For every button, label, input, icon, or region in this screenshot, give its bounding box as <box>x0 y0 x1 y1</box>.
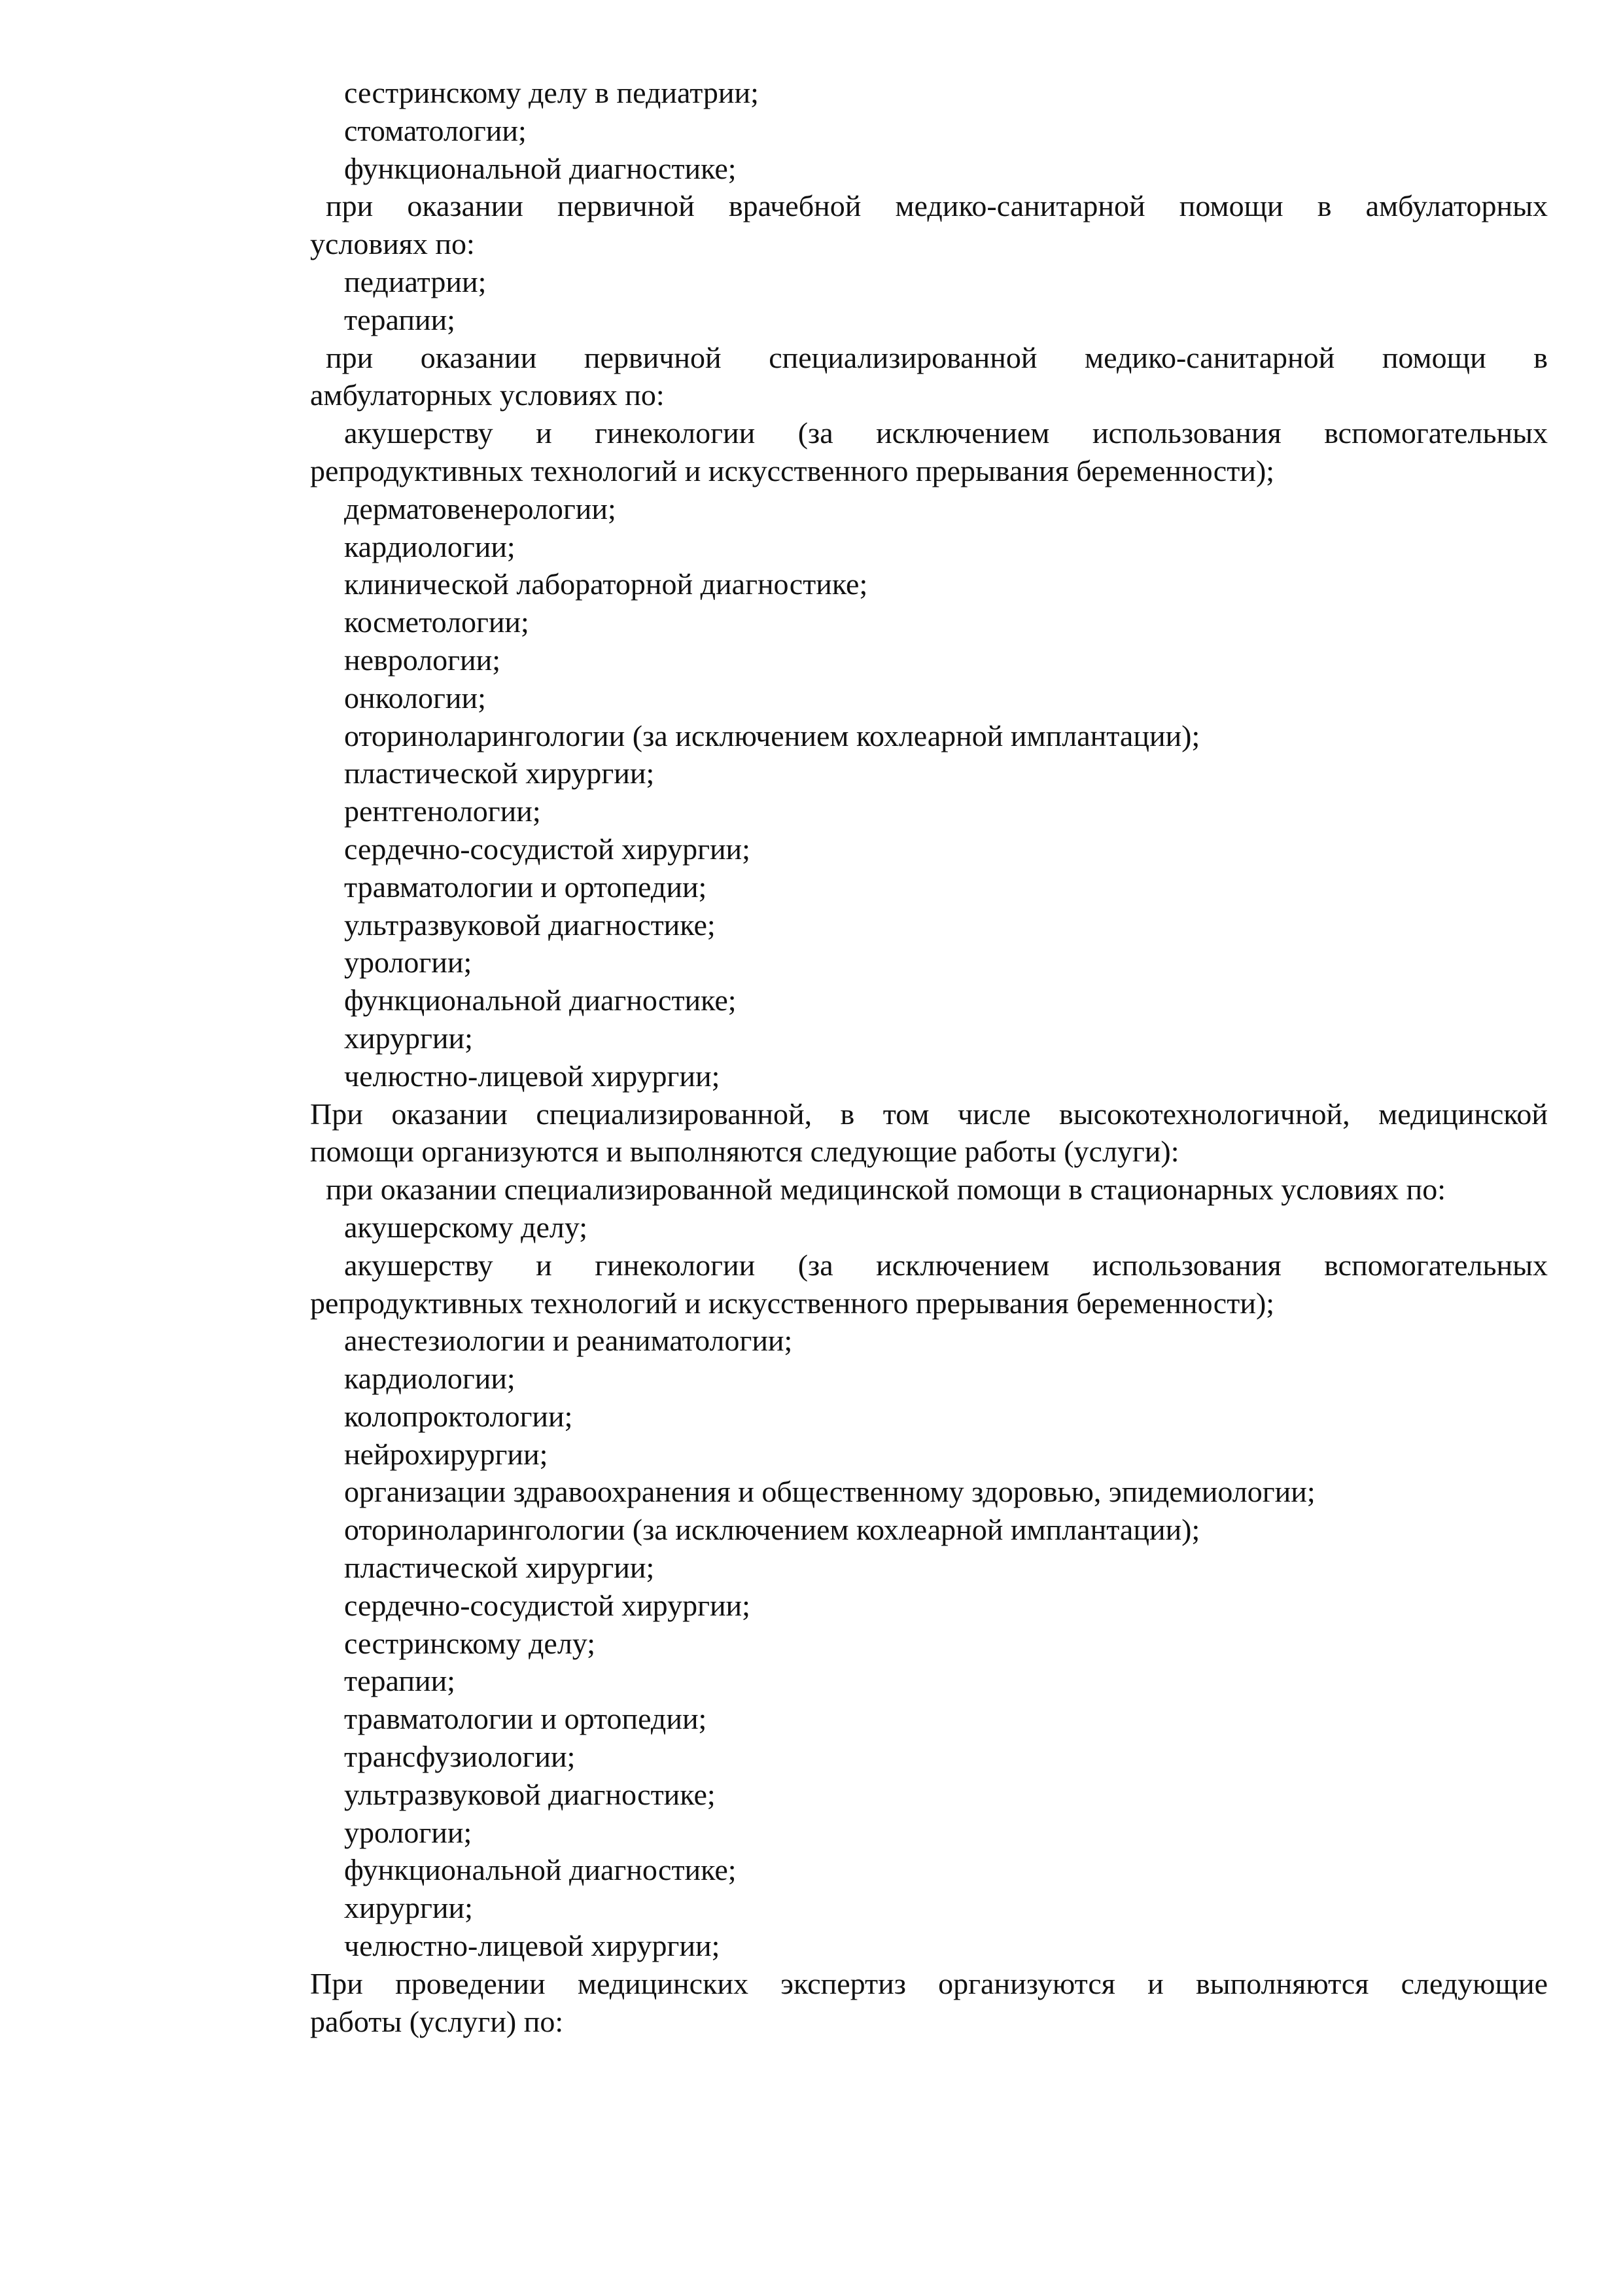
text-line: колопроктологии; <box>344 1399 573 1433</box>
text-line: акушерскому делу; <box>344 1210 588 1244</box>
text-line: условиях по: <box>310 227 475 261</box>
text-line: репродуктивных технологий и искусственного прерывания беременности); <box>310 1286 1275 1320</box>
text-line: сестринскому делу; <box>344 1626 595 1660</box>
text-line: работы (услуги) по: <box>310 2004 564 2038</box>
text-line: урологии; <box>344 1815 472 1849</box>
text-line: акушерству и гинекологии (за исключением использования вспомогательных <box>344 1248 1548 1282</box>
text-line: хирургии; <box>344 1891 473 1925</box>
text-line: хирургии; <box>344 1021 473 1055</box>
text-line: при оказании первичной врачебной медико-санитарной помощи в амбулаторных <box>326 189 1548 223</box>
text-line: оториноларингологии (за исключением кохлеарной имплантации); <box>344 718 1200 752</box>
text-line: дерматовенерологии; <box>344 491 616 525</box>
text-line: функциональной диагностике; <box>344 983 737 1017</box>
text-line: функциональной диагностике; <box>344 1853 737 1887</box>
document-body <box>310 74 1548 2040</box>
text-line: при оказании специализированной медицинской помощи в стационарных условиях по: <box>326 1173 1446 1207</box>
text-line: травматологии и ортопедии; <box>344 1702 707 1736</box>
text-line: косметологии; <box>344 605 529 639</box>
text-line: сердечно-сосудистой хирургии; <box>344 832 750 866</box>
text-line: педиатрии; <box>344 264 487 298</box>
text-line: амбулаторных условиях по: <box>310 378 665 412</box>
text-line: пластической хирургии; <box>344 756 655 790</box>
text-line: трансфузиологии; <box>344 1740 576 1774</box>
text-line: ультразвуковой диагностике; <box>344 908 716 942</box>
text-line: челюстно-лицевой хирургии; <box>344 1929 720 1963</box>
text-line: При проведении медицинских экспертиз организуются и выполняются следующие <box>310 1966 1548 2000</box>
text-line: клинической лабораторной диагностике; <box>344 567 868 601</box>
text-line: терапии; <box>344 302 455 336</box>
text-line: челюстно-лицевой хирургии; <box>344 1059 720 1093</box>
text-line: кардиологии; <box>344 529 515 563</box>
text-line: сердечно-сосудистой хирургии; <box>344 1588 750 1622</box>
text-line: сестринскому делу в педиатрии; <box>344 76 759 109</box>
text-line: кардиологии; <box>344 1362 515 1396</box>
text-line: травматологии и ортопедии; <box>344 870 707 904</box>
text-line: акушерству и гинекологии (за исключением использования вспомогательных <box>344 416 1548 450</box>
text-line: пластической хирургии; <box>344 1551 655 1585</box>
text-line: оториноларингологии (за исключением кохлеарной имплантации); <box>344 1513 1200 1547</box>
text-line: онкологии; <box>344 680 486 715</box>
text-line: при оказании первичной специализированной медико-санитарной помощи в <box>326 340 1548 374</box>
text-line: урологии; <box>344 945 472 980</box>
text-line: ультразвуковой диагностике; <box>344 1777 716 1811</box>
text-line: функциональной диагностике; <box>344 151 737 185</box>
text-line: нейрохирургии; <box>344 1437 548 1471</box>
text-line: стоматологии; <box>344 113 527 147</box>
text-line: рентгенологии; <box>344 794 541 828</box>
text-line: неврологии; <box>344 643 500 677</box>
text-line: При оказании специализированной, в том числе высокотехнологичной, медицинской <box>310 1097 1548 1131</box>
text-line: терапии; <box>344 1664 455 1698</box>
text-line: анестезиологии и реаниматологии; <box>344 1324 793 1358</box>
text-line: репродуктивных технологий и искусственного прерывания беременности); <box>310 453 1275 487</box>
text-line: организации здравоохранения и общественному здоровью, эпидемиологии; <box>344 1475 1316 1509</box>
text-line: помощи организуются и выполняются следующие работы (услуги): <box>310 1135 1179 1169</box>
